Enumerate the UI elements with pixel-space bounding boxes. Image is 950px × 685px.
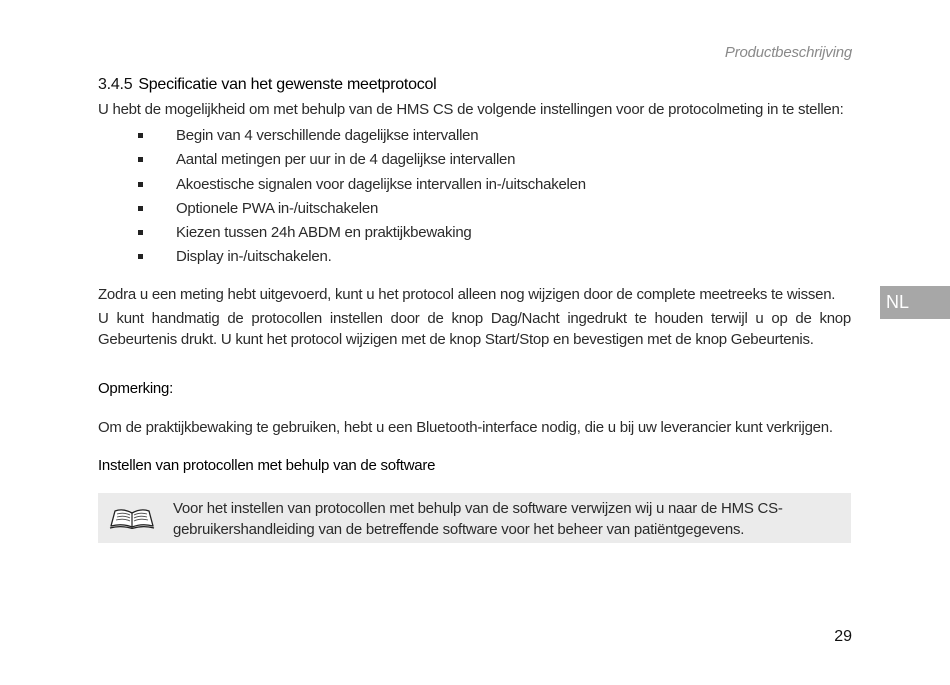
settings-list: [98, 125, 851, 267]
section-heading: [98, 74, 851, 95]
list-item-text: Begin van 4 verschillende dagelijkse intervallen: [176, 127, 479, 144]
software-heading: Instellen van protocollen met behulp van de software: [98, 457, 436, 475]
list-item: [98, 125, 851, 146]
list-item: [98, 149, 851, 170]
list-item-text: Display in-/uitschakelen.: [176, 248, 332, 266]
bullet-icon: [138, 182, 143, 187]
list-item: [98, 198, 851, 219]
list-item-text: Optionele PWA in-/uitschakelen: [176, 199, 379, 217]
list-item-text: Aantal metingen per uur in de 4 dagelijkse intervallen: [176, 151, 516, 169]
remark-heading: Opmerking:: [98, 380, 174, 398]
remark-paragraph: Om de praktijkbewaking te gebruiken, hebt u een Bluetooth-interface nodig, die u bij uw leverancier kunt verkrijgen.: [98, 419, 833, 437]
list-item: [98, 222, 851, 243]
protocol-change-paragraph: Zodra u een meting hebt uitgevoerd, kunt u het protocol alleen nog wijzigen door de complete meetreeks te wissen.: [98, 286, 836, 304]
manual-setup-paragraph: U kunt handmatig de protocollen instellen door de knop Dag/Nacht ingedrukt te houden terwijl u op de knop Gebeurtenis drukt. U kunt het protocol wijzigen met de knop Start/Stop en bevestigen met de knop Gebeurtenis.: [98, 310, 851, 349]
note-box: [98, 493, 851, 543]
intro-paragraph: U hebt de mogelijkheid om met behulp van de HMS CS de volgende instellingen voor de protocolmeting in te stellen:: [98, 101, 844, 118]
list-item: [98, 174, 851, 195]
language-tab: NL: [880, 286, 950, 319]
book-icon: [109, 507, 155, 529]
note-text: Voor het instellen van protocollen met behulp van de software verwijzen wij u naar de HMS CS-gebruikershandleiding van de betreffende software voor het beheer van patiëntgegevens.: [173, 500, 783, 539]
section-title: Specificatie van het gewenste meetprotocol: [138, 76, 437, 93]
page-content: [98, 74, 851, 543]
list-item-text: Akoestische signalen voor dagelijkse intervallen in-/uitschakelen: [176, 175, 586, 193]
bullet-icon: [138, 133, 143, 138]
page-number: 29: [834, 628, 852, 645]
running-header: Productbeschrijving: [724, 44, 852, 61]
bullet-icon: [138, 254, 143, 259]
list-item: [98, 246, 851, 267]
bullet-icon: [138, 230, 143, 235]
section-number: 3.4.5: [98, 76, 133, 93]
bullet-icon: [138, 157, 143, 162]
bullet-icon: [138, 206, 143, 211]
list-item-text: Kiezen tussen 24h ABDM en praktijkbewaking: [176, 224, 472, 242]
